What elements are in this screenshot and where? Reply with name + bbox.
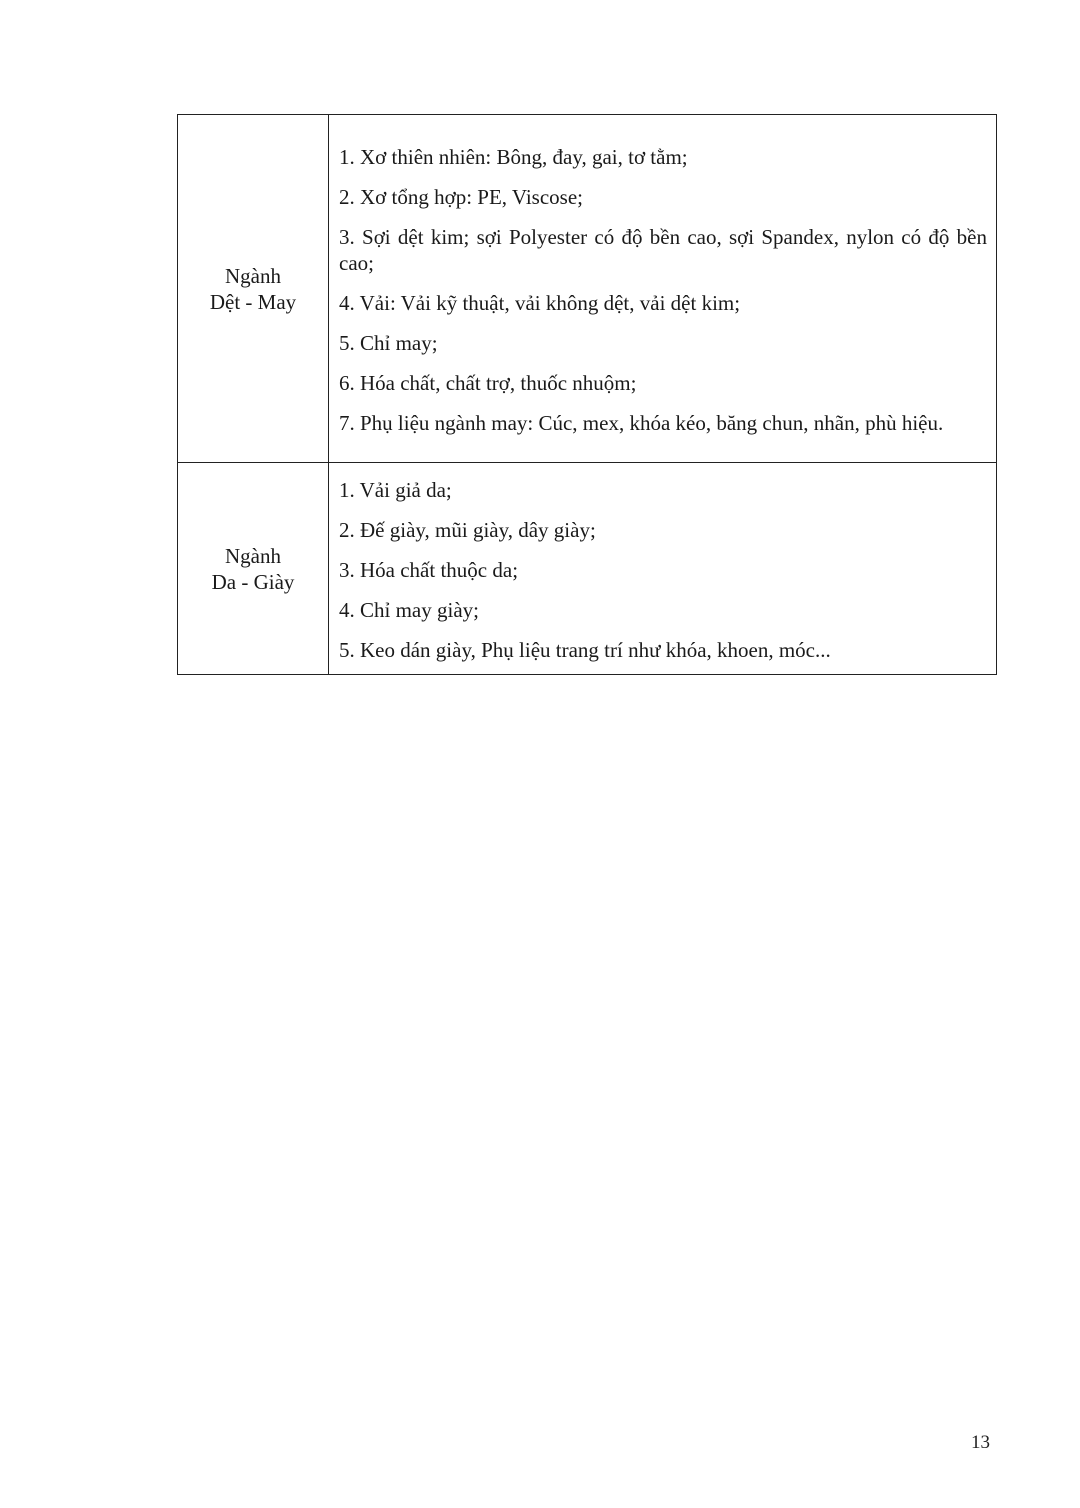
sector-label-line-2: Da - Giày [211,569,295,594]
items-cell [329,115,997,463]
list-item: 5. Keo dán giày, Phụ liệu trang trí như khóa, khoen, móc... [339,637,831,662]
industry-materials-table [177,114,997,675]
table-row-det-may [178,115,997,463]
list-item: 4. Vải: Vải kỹ thuật, vải không dệt, vải dệt kim; [339,290,741,315]
list-item: 5. Chỉ may; [339,330,438,355]
sector-label-line-2: Dệt - May [209,289,297,314]
sector-label-line-1: Ngành [225,263,281,288]
sector-cell [178,115,329,463]
page-number: 13 [971,1432,990,1453]
list-item: 2. Đế giày, mũi giày, dây giày; [339,517,596,542]
list-item: 4. Chỉ may giày; [339,597,479,622]
list-item: 3. Hóa chất thuộc da; [339,557,519,582]
sector-cell [178,463,329,675]
list-item: 3. Sợi dệt kim; sợi Polyester có độ bền cao, sợi Spandex, nylon có độ bền cao; [339,224,987,275]
sector-label-line-1: Ngành [225,543,281,568]
list-item: 1. Xơ thiên nhiên: Bông, đay, gai, tơ tằm; [339,144,688,169]
list-item: 7. Phụ liệu ngành may: Cúc, mex, khóa kéo, băng chun, nhãn, phù hiệu. [339,410,944,435]
list-item: 1. Vải giả da; [339,477,452,502]
items-cell [329,463,997,675]
list-item: 6. Hóa chất, chất trợ, thuốc nhuộm; [339,370,637,395]
list-item: 2. Xơ tổng hợp: PE, Viscose; [339,184,583,209]
table-row-da-giay [178,463,997,675]
